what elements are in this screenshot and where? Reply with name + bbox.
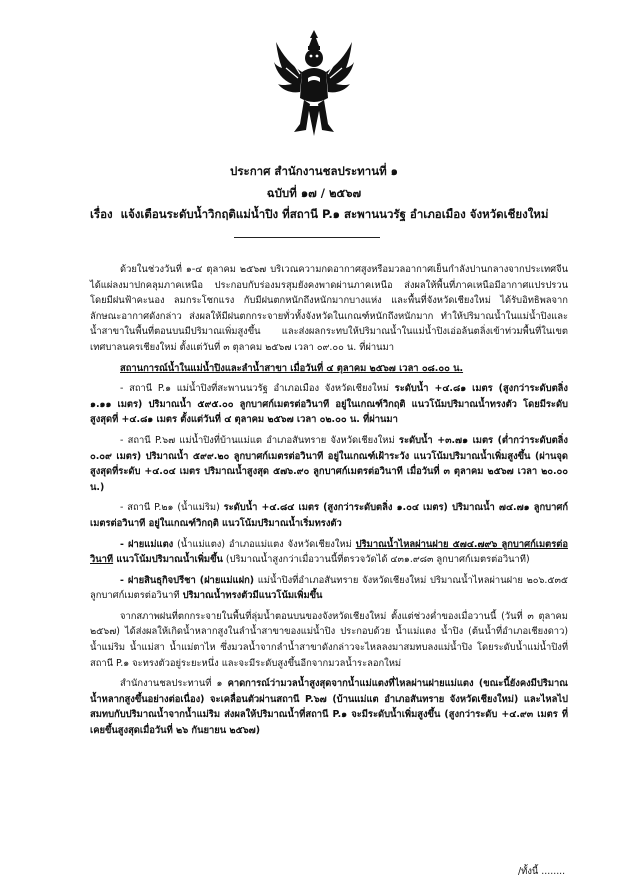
- station-location: (น้ำแม่ริม): [173, 502, 224, 514]
- station-name: - สถานี P.๑: [120, 383, 172, 395]
- station-location: แม่น้ำปิงที่อำเภอสันทราย จังหวัดเชียงใหม่ ปริมาณน้ำไหลผ่านฝาย ๒๐๖.๕๓๕ ลูกบาศก์เมตรต่อวินาที: [90, 574, 568, 602]
- warning-text: คาดการณ์ว่ามวลน้ำสูงสุดจากน้ำแม่แตงที่ไหลผ่านฝายแม่แตง (ขณะนี้ยังคงมีปริมาณน้ำหลากสูงขึ้นอย่างต่อเนื่อง) จะเคลื่อนตัวผ่านสถานี P.๖๗ (บ้านแม่แต อำเภอสันทราย จังหวัดเชียงใหม่) และไหลไปสมทบกับปริมาณน้ำจากน้ำแม่ริม ส่งผลให้ปริมาณน้ำที่สถานี P.๑ จะมีระดับน้ำเพิ่มสูงขึ้น (สูงกว่าระดับ +๔.๙๓ เมตร ที่เคยขึ้นสูงสุดเมื่อวันที่ ๒๖ กันยายน ๒๕๖๗): [90, 678, 568, 737]
- station-name: - สถานี P.๖๗: [120, 434, 176, 446]
- title-divider: [234, 237, 380, 238]
- station-note: (ปริมาณน้ำสูงกว่าเมื่อวานนี้ที่ตรวจวัดได้ ๔๓๑.๙๘๓ ลูกบาศก์เมตรต่อวินาที): [222, 554, 530, 566]
- station-p21: [90, 500, 568, 531]
- forecast-paragraph: จากสภาพฝนที่ตกกระจายในพื้นที่ลุ่มน้ำตอนบนของจังหวัดเชียงใหม่ ตั้งแต่ช่วงค่ำของเมื่อวานนี้ (วันที่ ๓ ตุลาคม ๒๕๖๗) ได้ส่งผลให้เกิดน้ำหลากสูงในลำน้ำสาขาของแม่น้ำปิง ประกอบด้วย น้ำแม่แตง น้ำปิง (ต้นน้ำที่อำเภอเชียงดาว) น้ำแม่ริม น้ำแม่สา น้ำแม่ตาไห ซึ่งมวลน้ำจากลำน้ำสาขาดังกล่าวจะไหลลงมาสมทบลงแม่น้ำปิง โดยระดับน้ำแม่น้ำปิงที่สถานี P.๑ จะทรงตัวอยู่ระยะหนึ่ง และจะมีระดับสูงขึ้นอีกจากมวลน้ำระลอกใหม่: [90, 610, 568, 669]
- station-reading: ระดับน้ำ +๔.๘๑ เมตร (สูงกว่าระดับตลิ่ง ๑.๑๑ เมตร) ปริมาณน้ำ ๕๙๕.๐๐ ลูกบาศก์เมตรต่อวินาที อยู่ในเกณฑ์วิกฤติ แนวโน้มปริมาณน้ำทรงตัว โดยมีระดับสูงสุดที่ +๔.๘๑ เมตร ตั้งแต่วันที่ ๔ ตุลาคม ๒๕๖๗ เวลา ๐๒.๐๐ น. ที่ผ่านมา: [90, 383, 568, 426]
- subject-text: แจ้งเตือนระดับน้ำวิกฤติแม่น้ำปิง ที่สถานี P.๑ สะพานนวรัฐ อำเภอเมือง จังหวัดเชียงใหม่: [120, 207, 549, 221]
- warning-lead: สำนักงานชลประทานที่ ๑: [120, 678, 228, 690]
- station-name: - ฝายสินธุกิจปรีชา (ฝายแม่แฝก): [120, 574, 255, 586]
- garuda-emblem-icon: [272, 28, 356, 140]
- station-p67: [90, 433, 568, 495]
- station-mae-taeng-weir: [90, 537, 568, 568]
- continuation-note: /ทั้งนี้ ........: [518, 866, 566, 877]
- issue-number: ฉบับที่ ๑๗ / ๒๕๖๗: [266, 186, 362, 200]
- station-reading: ปริมาณน้ำไหลผ่านฝาย ๕๗๔.๗๙๖ ลูกบาศก์เมตรต่อวินาที: [90, 538, 569, 566]
- station-location: แม่น้ำปิงที่สะพานนวรัฐ อำเภอเมือง จังหวัดเชียงใหม่: [171, 383, 395, 395]
- subject-line: [90, 206, 570, 222]
- situation-heading: สถานการณ์น้ำในแม่น้ำปิงและลำน้ำสาขา เมื่อวันที่ ๔ ตุลาคม ๒๕๖๗ เวลา ๐๘.๐๐ น.: [120, 362, 464, 374]
- station-location: แม่น้ำปิงที่บ้านแม่แต อำเภอสันทราย จังหวัดเชียงใหม่: [175, 434, 399, 446]
- station-reading: ระดับน้ำ +๓.๗๑ เมตร (ต่ำกว่าระดับตลิ่ง ๐.๐๙ เมตร) ปริมาณน้ำ ๕๙๙.๒๐ ลูกบาศก์เมตรต่อวินาที อยู่ในเกณฑ์เฝ้าระวัง แนวโน้มปริมาณน้ำเพิ่มสูงขึ้น (ผ่านจุดสูงสุดที่ระดับ +๔.๐๔ เมตร ปริมาณน้ำสูงสุด ๕๗๖.๙๐ ลูกบาศก์เมตรต่อวินาที เมื่อวันที่ ๓ ตุลาคม ๒๕๖๗ เวลา ๒๐.๐๐ น.): [90, 434, 568, 493]
- station-name: - ฝายแม่แตง: [120, 538, 174, 550]
- subject-label: เรื่อง: [90, 207, 113, 221]
- station-reading: ปริมาณน้ำทรงตัวมีแนวโน้มเพิ่มขึ้น: [182, 590, 323, 602]
- station-location: (น้ำแม่แตง) อำเภอแม่แตง จังหวัดเชียงใหม่: [173, 538, 356, 550]
- station-sinthukit-weir: [90, 573, 568, 604]
- warning-paragraph: [90, 676, 568, 738]
- announcement-body: [90, 262, 568, 744]
- station-reading: ระดับน้ำ +๔.๘๔ เมตร (สูงกว่าระดับตลิ่ง ๑.๐๔ เมตร) ปริมาณน้ำ ๗๔.๗๑ ลูกบาศก์เมตรต่อวินาที อยู่ในเกณฑ์วิกฤติ แนวโน้มปริมาณน้ำเริ่มทรงตัว: [90, 502, 569, 529]
- station-name: - สถานี P.๒๑: [120, 502, 174, 514]
- announcement-title: ประกาศ สำนักงานชลประทานที่ ๑: [230, 164, 398, 178]
- intro-paragraph: ด้วยในช่วงวันที่ ๑-๔ ตุลาคม ๒๕๖๗ บริเวณความกดอากาศสูงหรือมวลอากาศเย็นกำลังปานกลางจากประเทศจีนได้แผ่ลงมาปกคลุมภาคเหนือ ประกอบกับร่องมรสุมยังคงพาดผ่านภาคเหนือ ส่งผลให้พื้นที่ภาคเหนือมีอากาศแปรปรวน โดยมีฝนฟ้าคะนอง ลมกระโชกแรง กับมีฝนตกหนักถึงหนักมากบางแห่ง และพื้นที่จังหวัดเชียงใหม่ ได้รับอิทธิพลจากลักษณะอากาศดังกล่าว ส่งผลให้มีฝนตกกระจายทั่วทั้งจังหวัดในเกณฑ์หนักถึงหนักมาก ทำให้ปริมาณน้ำในแม่น้ำปิงและน้ำสาขาในพื้นที่ตอนบนมีปริมาณเพิ่มสูงขึ้น และส่งผลกระทบให้ปริมาณน้ำในแม่น้ำปิงเอ่อล้นตลิ่งเข้าท่วมพื้นที่ในเขตเทศบาลนครเชียงใหม่ ตั้งแต่วันที่ ๓ ตุลาคม ๒๕๖๗ เวลา ๐๙.๐๐ น. ที่ผ่านมา: [90, 264, 568, 353]
- station-trend: แนวโน้มปริมาณน้ำเพิ่มขึ้น: [113, 554, 223, 566]
- station-p1: [90, 381, 568, 428]
